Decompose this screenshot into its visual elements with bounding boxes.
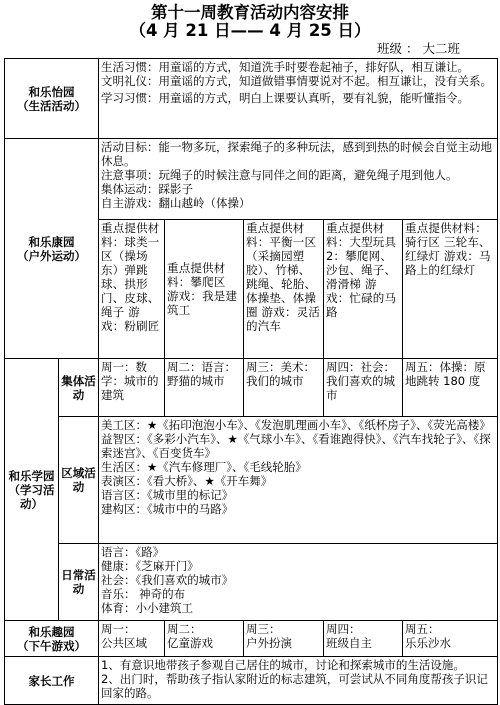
fun-day: 周五： [405,622,440,636]
fun-row [5,621,498,657]
health-name: 和乐康园 [28,234,75,249]
study-group-row [5,359,498,417]
schedule-table [4,58,498,705]
life-line: 生活习惯：用童谣的方式，知道洗手时要卷起袖子，排好队，相互谦让。 [101,60,469,74]
zone-line: 表演区：《看大桥》、★《开车舞》 [101,474,273,488]
study-zone-row [5,417,498,544]
group-day-tue: 周二：语言：野猫的城市 [165,359,244,417]
fun-activity: 亿童游戏 [167,636,213,650]
parent-row [5,657,498,705]
health-section-header [5,139,99,359]
outdoor-area-2: 重点提供材料：攀爬区 游戏：我是建筑工 [165,220,244,359]
study-sub: （学习活动） [8,482,55,511]
fun-section-header [5,621,99,657]
life-name: 和乐怡园 [28,84,75,99]
daily-line: 社会：《我们喜欢的城市》 [101,573,234,587]
zone-line: 建构区：《城市中的马路》 [101,502,234,516]
fun-day: 周一： [101,622,136,636]
health-goal: 活动目标：能一物多玩，探索绳子的多种玩法，感到到热的时候会自觉主动地休息。 [101,140,492,168]
page-title: 第十一周教育活动内容安排 [151,3,349,22]
fun-day-wed [244,621,324,657]
daily-activity-label: 日常活动 [59,544,99,621]
study-section-header [5,359,59,621]
fun-activity: 班级自主 [326,636,372,650]
zone-line: 美工区：★《拓印泡泡小车》、《发泡肌理画小车》、《纸杯房子》、《荧光高楼》 [101,418,491,432]
fun-day-tue [165,621,244,657]
zone-content [99,417,498,544]
health-intro-row [5,139,498,220]
daily-line: 语言：《路》 [101,545,165,559]
study-name: 和乐学园 [8,468,55,483]
fun-day: 周二： [167,622,202,636]
outdoor-area-1: 重点提供材料：球类一区（操场东）弹跳球、拱形门、皮球、绳子 游戏：粉刷匠 [99,220,165,359]
health-content [99,139,498,220]
outdoor-area-5: 重点提供材料：骑行区 三轮车、红绿灯 游戏：马路上的红绿灯 [403,220,498,359]
date-range: （4 月 21 日—— 4 月 25 日） [129,21,371,40]
life-content [99,59,498,139]
group-activity-label: 集体活动 [59,359,99,417]
group-day-mon: 周一：数学：城市的建筑 [99,359,165,417]
life-row [5,59,498,139]
group-day-thu: 周四：社会：我们喜欢的城市 [324,359,403,417]
health-note: 注意事项：玩绳子的时候注意与同伴之间的距离，避免绳子甩到他人。 [101,168,458,182]
fun-activity: 乐乐沙水 [405,636,451,650]
study-daily-row [5,544,498,621]
health-group: 集体运动：踩影子 [101,182,193,196]
group-day-wed: 周三：美术：我们的城市 [244,359,324,417]
health-sub: （户外运动） [17,248,86,263]
daily-line: 健康：《芝麻开门》 [101,559,199,573]
daily-line: 体育：小小建筑工 [101,601,193,615]
fun-day-mon [99,621,165,657]
fun-activity: 公共区域 [101,636,147,650]
parent-line: 1、有意识地带孩子参观自己居住的城市，讨论和探索城市的生活设施。 [101,658,465,672]
health-free: 自主游戏：翻山越岭（体操） [101,196,251,210]
fun-name: 和乐趣园 [28,624,75,639]
life-line: 文明礼仪：用童谣的方式，知道做错事情要说对不起。相互谦让，没有关系。 [101,74,492,88]
outdoor-area-4: 重点提供材料：大型玩具 2：攀爬网、沙包、绳子、滑滑梯 游戏：忙碌的马路 [324,220,403,359]
fun-day: 周三： [246,622,281,636]
parent-content [99,657,498,705]
life-line: 学习习惯：用童谣的方式，明白上课要认真听，要有礼貌，能听懂指令。 [101,91,469,105]
daily-content [99,544,498,621]
fun-day-thu [324,621,403,657]
fun-day-fri [403,621,498,657]
outdoor-area-3: 重点提供材料：平衡一区（采摘园塑胶）、竹梯、跳绳、轮胎、体操垫、体操圈 游戏：灵活的汽车 [244,220,324,359]
class-label: 班级 ： 大二班 [377,41,460,56]
fun-activity: 户外扮演 [246,636,292,650]
zone-line: 益智区：《多彩小汽车》、★《气球小车》、《看谁跑得快》、《汽车找轮子》、《探索迷宫》、《百变货车》 [101,432,491,460]
fun-sub: （下午游戏） [17,638,86,653]
zone-activity-label: 区域活动 [59,417,99,544]
zone-line: 语言区：《城市里的标记》 [101,488,234,502]
zone-line: 生活区：★《汽车修理厂》、《毛线轮胎》 [101,460,307,474]
parent-section-header: 家长工作 [5,657,99,705]
fun-day: 周四： [326,622,361,636]
life-sub: （生活活动） [17,98,86,113]
daily-line: 音乐： 神奇的布 [101,587,186,601]
group-day-fri: 周五：体操：原地跳转 180 度 [403,359,498,417]
parent-line: 2、出门时，帮助孩子指认家附近的标志建筑，可尝试从不同角度帮孩子识记回家的路。 [101,672,488,700]
life-section-header [5,59,99,139]
